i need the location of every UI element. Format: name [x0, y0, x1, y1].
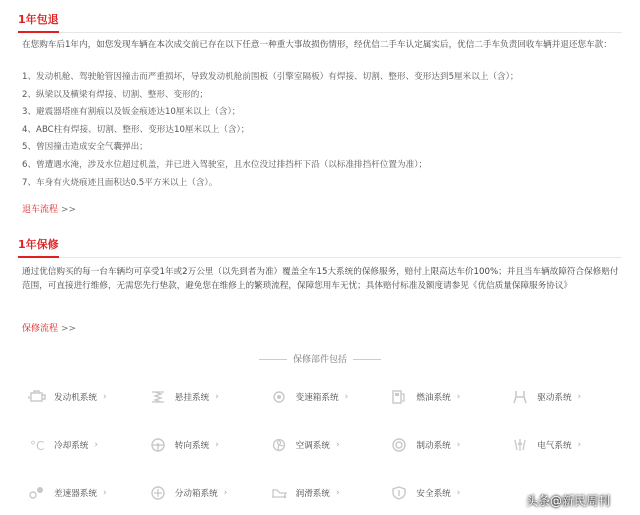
part-label: 润滑系统	[295, 489, 330, 499]
chevron-right-icon: ›	[94, 440, 98, 450]
engine-icon	[28, 389, 46, 405]
suspension-icon	[149, 389, 167, 405]
return-process-link[interactable]	[22, 202, 76, 215]
safety-icon	[390, 485, 408, 501]
chevron-right-icon: ›	[215, 392, 219, 402]
part-label: 转向系统	[174, 441, 210, 451]
part-item-gearbox[interactable]	[260, 373, 381, 421]
part-label: 变速箱系统	[295, 393, 339, 403]
cooling-icon	[28, 437, 46, 453]
part-item-cooling[interactable]	[18, 421, 139, 469]
warranty-intro: 通过优信购买的每一台车辆均可享受1年或2万公里（以先到者为准）覆盖全车15大系统的保修服务，赔付上限高达车价100%；并且当车辆故障符合保修赔付范围，可直接进行维修，无需您先行垫款，避免您在维修上的繁琐流程，保障您用车无忧；具体赔付标准及额度请参见《优信质量保障服务协议》	[22, 267, 619, 291]
parts-row	[18, 421, 622, 469]
gearbox-icon	[270, 389, 288, 405]
part-label: 电气系统	[537, 441, 572, 451]
section-title: 1年包退	[18, 11, 59, 33]
part-label: 发动机系统	[54, 393, 97, 403]
section-title: 1年保修	[18, 236, 59, 258]
warranty-process-label: 保修流程	[22, 324, 59, 334]
aircon-icon	[270, 437, 288, 453]
list-item: 7、车身有火烧痕迹且面积达0.5平方米以上（含）。	[22, 177, 218, 188]
chevron-right-icon: ›	[335, 440, 340, 450]
double-arrow-icon: >>	[61, 324, 77, 334]
chevron-right-icon: ›	[223, 488, 228, 498]
part-item-suspension[interactable]	[139, 373, 260, 421]
steering-icon	[149, 437, 167, 453]
part-label: 空调系统	[295, 441, 330, 451]
part-label: 差速器系统	[54, 489, 97, 499]
part-item-electric[interactable]	[501, 421, 622, 469]
watermark	[526, 492, 630, 509]
parts-row	[18, 373, 622, 421]
part-item-transfer-case[interactable]	[139, 469, 260, 515]
part-item-fuel[interactable]	[380, 373, 501, 421]
part-label: 悬挂系统	[174, 393, 210, 403]
differential-icon	[28, 485, 46, 501]
list-item: 2、纵梁以及横梁有焊接、切割、整形、变形的；	[22, 89, 208, 100]
drive-icon	[511, 389, 529, 405]
part-label: 安全系统	[416, 489, 451, 499]
list-item: 5、曾因撞击造成安全气囊弹出；	[22, 142, 148, 153]
chevron-right-icon: ›	[577, 440, 582, 450]
part-item-engine[interactable]	[18, 373, 139, 421]
parts-title: 保修部件包括	[292, 355, 347, 365]
part-label: 分动箱系统	[174, 489, 218, 499]
list-item: 4、ABC柱有焊接、切割、整形、变形达10厘米以上（含）；	[22, 124, 250, 135]
watermark-text: 头条@新民周刊	[525, 494, 610, 508]
part-item-brake[interactable]	[380, 421, 501, 469]
fuel-icon	[390, 389, 408, 405]
part-label: 冷却系统	[54, 441, 89, 451]
return-process-label: 退车流程	[22, 205, 59, 215]
list-item: 3、避震器塔座有割痕以及钣金痕迹达10厘米以上（含）；	[22, 107, 241, 118]
chevron-right-icon: ›	[456, 488, 461, 498]
list-item: 1、发动机舱、驾驶舱管因撞击而严重损坏，导致发动机舱前围板（引擎室隔板）有焊接、切割、整形、变形达到5厘米以上（含）；	[22, 72, 519, 82]
chevron-right-icon: ›	[344, 392, 349, 402]
transfer-case-icon	[149, 485, 167, 501]
part-item-lubrication[interactable]	[260, 469, 381, 515]
divider	[353, 359, 381, 360]
chevron-right-icon: ›	[102, 392, 107, 402]
brake-icon	[390, 437, 408, 453]
chevron-right-icon: ›	[456, 440, 461, 450]
chevron-right-icon: ›	[102, 488, 107, 498]
part-item-steering[interactable]	[139, 421, 260, 469]
return-policy-intro: 在您购车后1年内，如您发现车辆在本次成交前已存在以下任意一种重大事故损伤情形，经优信二手车认定属实后，优信二手车负责回收车辆并退还您车款：	[22, 40, 612, 50]
part-label: 驱动系统	[537, 393, 572, 403]
part-label: 燃油系统	[416, 393, 451, 403]
electric-icon	[511, 437, 529, 453]
chevron-right-icon: ›	[215, 440, 219, 450]
chevron-right-icon: ›	[577, 392, 582, 402]
list-item: 6、曾遭遇水淹，涉及水位超过机盖，并已进入驾驶室，且水位没过排挡杆下沿（以标准排挡杆位置为准）；	[22, 159, 428, 170]
part-item-differential[interactable]	[18, 469, 139, 515]
chevron-right-icon: ›	[335, 488, 340, 498]
section-header-return	[18, 8, 622, 33]
publisher-logo-icon	[614, 494, 630, 508]
chevron-right-icon: ›	[456, 392, 461, 402]
divider	[259, 359, 287, 360]
part-label: 制动系统	[416, 441, 451, 451]
return-conditions-list	[22, 69, 620, 192]
lubrication-icon	[270, 485, 288, 501]
parts-heading	[0, 352, 640, 365]
part-item-aircon[interactable]	[260, 421, 381, 469]
section-header-warranty	[18, 233, 622, 258]
part-item-drive[interactable]	[501, 373, 622, 421]
svg-text:°C: °C	[30, 439, 45, 453]
part-item-safety[interactable]	[380, 469, 501, 515]
warranty-process-link[interactable]	[22, 321, 76, 334]
double-arrow-icon: >>	[61, 205, 77, 215]
